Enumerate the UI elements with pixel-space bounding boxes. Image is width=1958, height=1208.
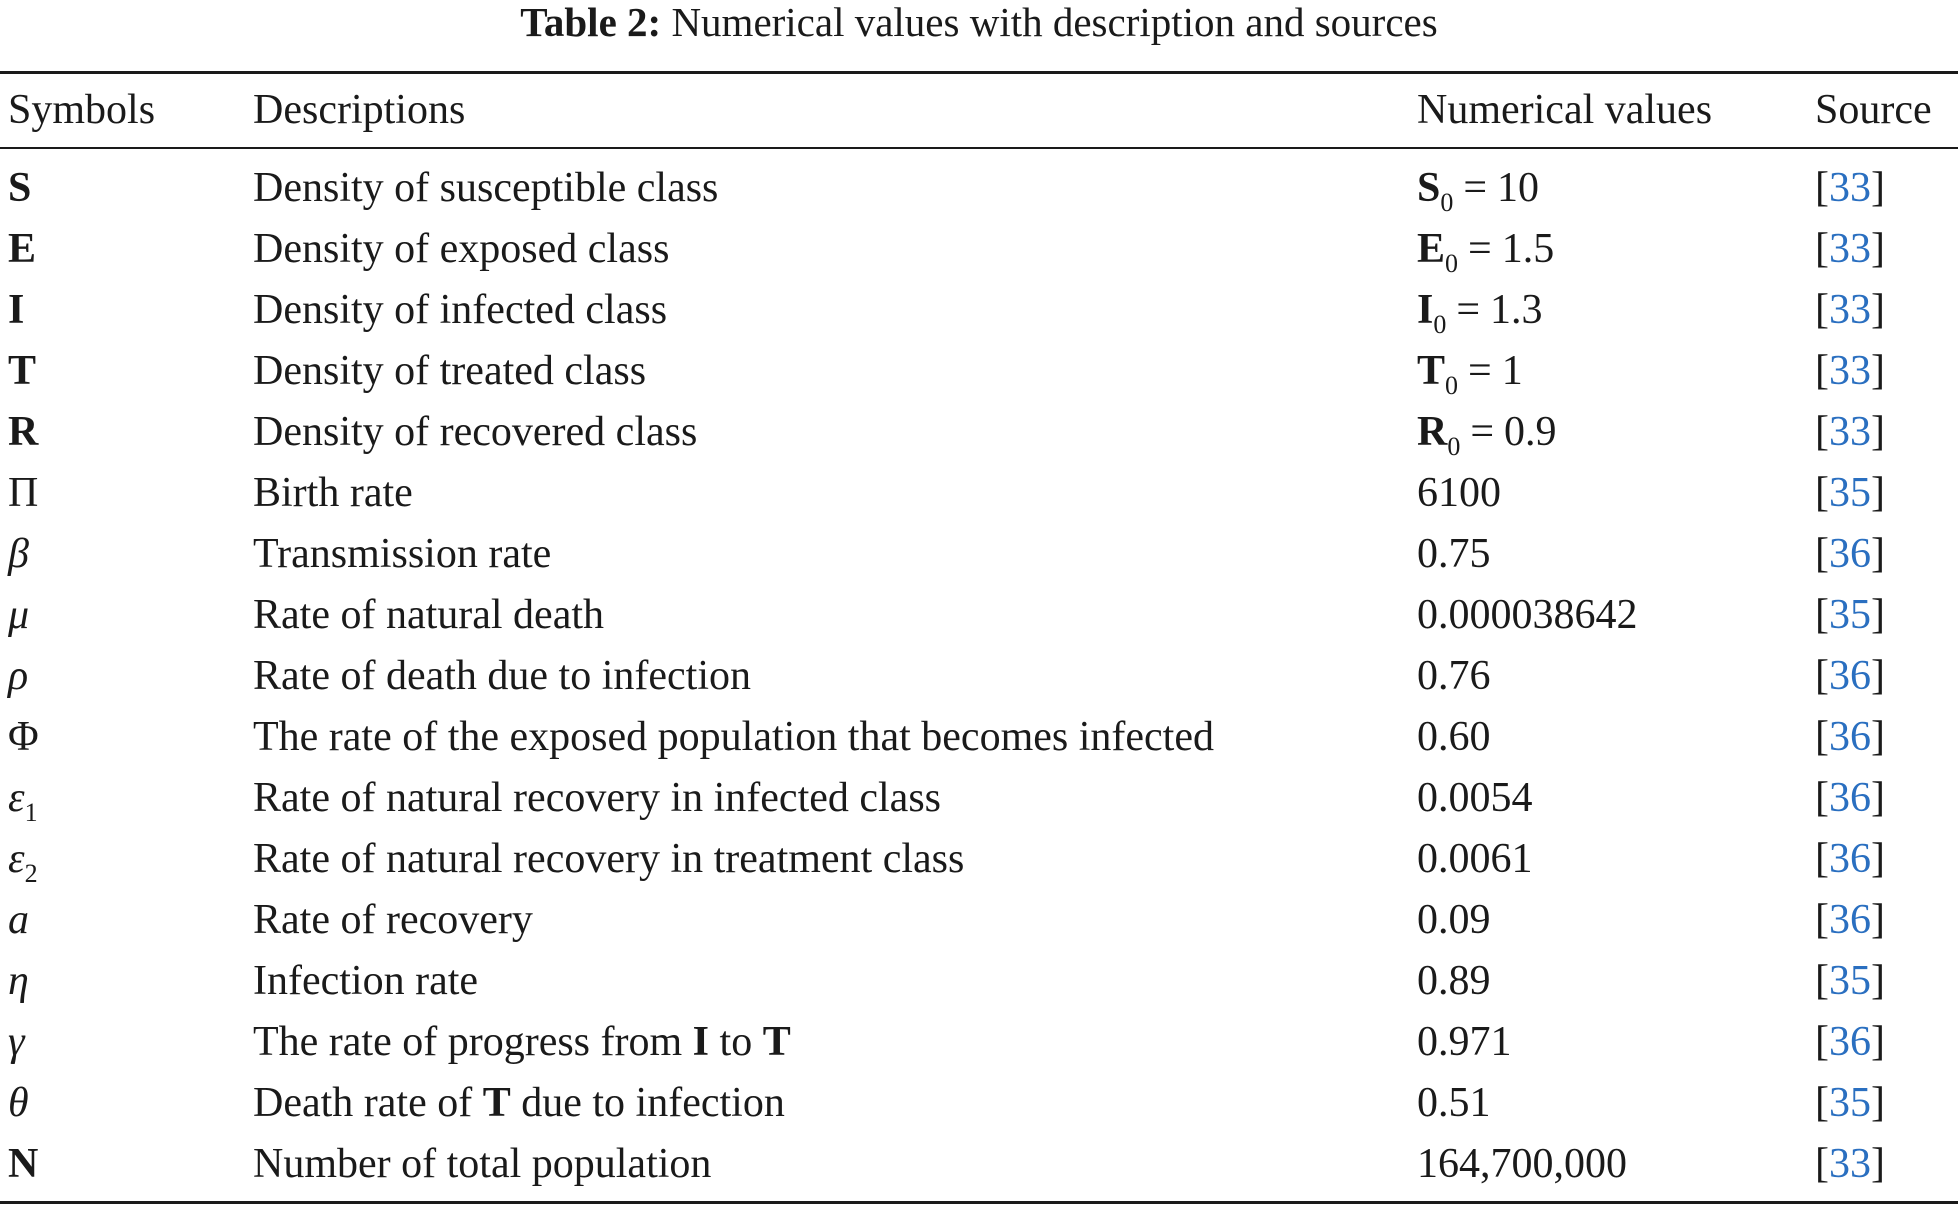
citation-link[interactable]: 36	[1829, 836, 1871, 882]
value-subscript: 0	[1433, 310, 1447, 339]
row-symbol: R	[8, 409, 39, 455]
row-value: 0.0054	[1417, 775, 1533, 821]
row-source: [35]	[1815, 1080, 1885, 1126]
row-symbol: I	[8, 287, 25, 333]
citation-link[interactable]: 36	[1829, 531, 1871, 577]
row-value: 6100	[1417, 470, 1501, 516]
header-source: Source	[1815, 87, 1932, 133]
header-descriptions: Descriptions	[253, 87, 466, 133]
row-value: 0.76	[1417, 653, 1491, 699]
table-row	[0, 158, 1958, 219]
row-description: Density of infected class	[253, 287, 668, 333]
table-row	[0, 402, 1958, 463]
row-source: [35]	[1815, 592, 1885, 638]
row-value: 0.0061	[1417, 836, 1533, 882]
row-source: [33]	[1815, 165, 1885, 211]
row-symbol: E	[8, 226, 37, 272]
row-description: Birth rate	[253, 470, 413, 516]
caption-label: Table 2:	[520, 0, 662, 45]
row-value: 0.51	[1417, 1080, 1491, 1126]
value-subscript: 0	[1440, 188, 1454, 217]
citation-link[interactable]: 35	[1829, 1080, 1871, 1126]
header-symbols: Symbols	[8, 87, 156, 133]
caption-text: Numerical values with description and sources	[671, 0, 1438, 45]
row-source: [33]	[1815, 226, 1885, 272]
row-description: Transmission rate	[253, 531, 552, 577]
value-number: 1	[1501, 348, 1523, 394]
symbol-letter: ε	[8, 775, 25, 821]
table-row	[0, 341, 1958, 402]
value-subscript: 0	[1447, 432, 1461, 461]
row-description: Density of recovered class	[253, 409, 698, 455]
table-row	[0, 768, 1958, 829]
row-description	[253, 1073, 785, 1134]
description-part: Death rate of	[253, 1080, 473, 1126]
row-symbol: γ	[8, 1019, 25, 1065]
value-number: 1.3	[1490, 287, 1543, 333]
row-description: Number of total population	[253, 1141, 712, 1187]
row-source: [35]	[1815, 958, 1885, 1004]
description-class-symbol: I	[692, 1019, 710, 1065]
table-row	[0, 951, 1958, 1012]
row-source: [33]	[1815, 1141, 1885, 1187]
citation-link[interactable]: 35	[1829, 470, 1871, 516]
row-value: $I_0 = 1.3$	[1417, 287, 1543, 339]
description-class-symbol: T	[762, 1019, 791, 1065]
row-description	[253, 1012, 791, 1073]
description-class-symbol: T	[482, 1080, 511, 1126]
row-source: [36]	[1815, 775, 1885, 821]
row-symbol: Φ	[8, 714, 39, 760]
row-source: [35]	[1815, 470, 1885, 516]
row-description: Infection rate	[253, 958, 479, 1004]
table-row	[0, 1073, 1958, 1134]
value-number: 1.5	[1501, 226, 1555, 272]
row-description: Density of susceptible class	[253, 165, 719, 211]
table-row	[0, 890, 1958, 951]
citation-link[interactable]: 36	[1829, 897, 1871, 943]
row-symbol: θ	[8, 1080, 29, 1126]
row-value: $R_0 = 0.9$	[1417, 409, 1557, 461]
row-description: Rate of natural recovery in infected class	[253, 775, 942, 821]
value-number: 0.9	[1504, 409, 1557, 455]
row-value: 164,700,000	[1417, 1141, 1627, 1187]
row-description: Density of treated class	[253, 348, 647, 394]
citation-link[interactable]: 33	[1829, 287, 1871, 333]
row-symbol: ρ	[8, 653, 29, 699]
table-row	[0, 1012, 1958, 1073]
citation-link[interactable]: 36	[1829, 775, 1871, 821]
citation-link[interactable]: 36	[1829, 653, 1871, 699]
row-source: [36]	[1815, 897, 1885, 943]
row-source: [36]	[1815, 653, 1885, 699]
row-value: 0.75	[1417, 531, 1491, 577]
row-source: [36]	[1815, 531, 1885, 577]
citation-link[interactable]: 33	[1829, 1141, 1871, 1187]
citation-link[interactable]: 33	[1829, 226, 1871, 272]
table-header-row	[0, 80, 1958, 141]
header-rule	[0, 147, 1958, 149]
table-row	[0, 646, 1958, 707]
row-description: The rate of the exposed population that becomes infected	[253, 714, 1214, 760]
header-values: Numerical values	[1417, 87, 1713, 133]
row-source: [33]	[1815, 409, 1885, 455]
row-description: Rate of natural death	[253, 592, 605, 638]
row-symbol	[8, 768, 38, 829]
citation-link[interactable]: 33	[1829, 348, 1871, 394]
description-part: due to infection	[521, 1080, 785, 1126]
row-value: $E_0 = 1.5$	[1417, 226, 1555, 278]
symbol-subscript: 1	[24, 798, 38, 827]
row-source: [33]	[1815, 348, 1885, 394]
row-symbol: β	[8, 531, 29, 577]
value-variable: S	[1417, 165, 1441, 211]
row-symbol: Π	[8, 470, 39, 516]
value-subscript: 0	[1445, 371, 1459, 400]
table-row	[0, 1134, 1958, 1195]
citation-link[interactable]: 33	[1829, 409, 1871, 455]
table-row	[0, 707, 1958, 768]
table-caption	[0, 0, 1958, 44]
citation-link[interactable]: 33	[1829, 165, 1871, 211]
citation-link[interactable]: 35	[1829, 958, 1871, 1004]
symbol-letter: ε	[8, 836, 25, 882]
table-row	[0, 585, 1958, 646]
citation-link[interactable]: 36	[1829, 714, 1871, 760]
value-variable: T	[1417, 348, 1446, 394]
row-source: [33]	[1815, 287, 1885, 333]
row-value: 0.60	[1417, 714, 1491, 760]
table-row	[0, 463, 1958, 524]
row-symbol: T	[8, 348, 37, 394]
row-symbol: η	[8, 958, 29, 1004]
row-value: $T_0 = 1$	[1417, 348, 1523, 400]
value-number: 10	[1497, 165, 1540, 211]
description-part: to	[719, 1019, 753, 1065]
value-variable: E	[1417, 226, 1446, 272]
row-symbol: μ	[8, 592, 30, 638]
row-description: Rate of death due to infection	[253, 653, 751, 699]
table-row	[0, 524, 1958, 585]
value-variable: I	[1417, 287, 1434, 333]
symbol-subscript: 2	[24, 859, 38, 888]
top-rule	[0, 71, 1958, 74]
row-value: 0.09	[1417, 897, 1491, 943]
table-row	[0, 829, 1958, 890]
row-description: Density of exposed class	[253, 226, 670, 272]
table-row	[0, 219, 1958, 280]
row-value: 0.000038642	[1417, 592, 1638, 638]
value-subscript: 0	[1445, 249, 1459, 278]
row-value: 0.89	[1417, 958, 1491, 1004]
row-value: 0.971	[1417, 1019, 1512, 1065]
description-part: The rate of progress from	[253, 1019, 683, 1065]
row-symbol: S	[8, 165, 32, 211]
row-symbol: a	[8, 897, 29, 943]
value-variable: R	[1417, 409, 1448, 455]
table-row	[0, 280, 1958, 341]
row-value: $S_0 = 10$	[1417, 165, 1540, 217]
row-symbol	[8, 829, 38, 890]
row-source: [36]	[1815, 714, 1885, 760]
bottom-rule	[0, 1201, 1958, 1204]
row-source: [36]	[1815, 836, 1885, 882]
row-description: Rate of recovery	[253, 897, 533, 943]
citation-link[interactable]: 36	[1829, 1019, 1871, 1065]
row-description: Rate of natural recovery in treatment class	[253, 836, 965, 882]
citation-link[interactable]: 35	[1829, 592, 1871, 638]
row-symbol: N	[8, 1141, 39, 1187]
row-source: [36]	[1815, 1019, 1885, 1065]
